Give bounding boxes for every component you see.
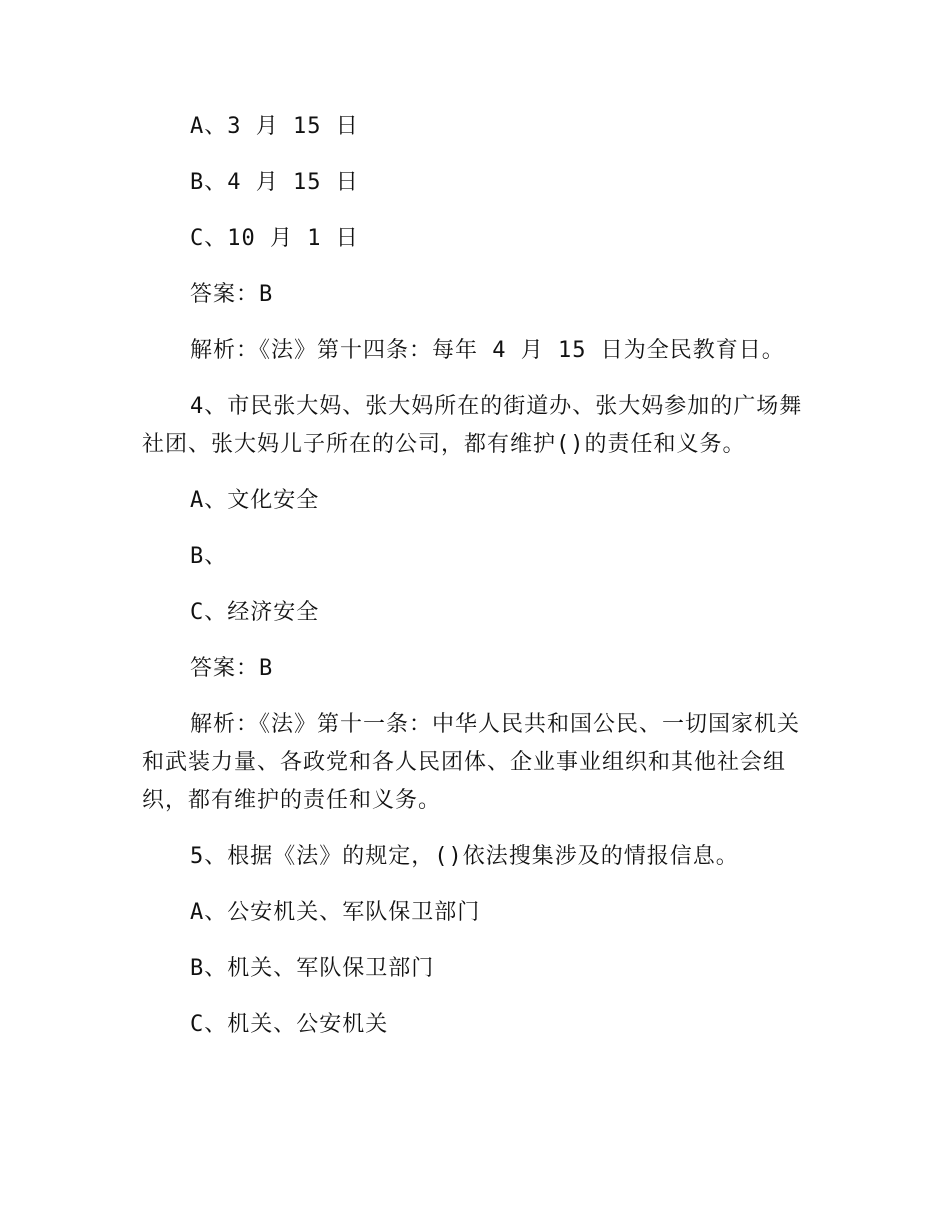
option-c-q3: C、10 月 1 日 xyxy=(190,226,359,251)
option-a-q4: A、文化安全 xyxy=(190,488,320,513)
document-body xyxy=(142,108,814,1062)
answer-q4: 答案：B xyxy=(190,656,274,681)
answer-q3: 答案：B xyxy=(190,282,274,307)
question-5: 5、根据《法》的规定，()依法搜集涉及的情报信息。 xyxy=(190,844,739,869)
option-c-q5: C、机关、公安机关 xyxy=(190,1012,389,1037)
option-b-q4: B、 xyxy=(190,544,228,569)
explanation-q4: 解析：《法》第十一条：中华人民共和国公民、一切国家机关和武装力量、各政党和各人民团体、企业事业组织和其他社会组织，都有维护的责任和义务。 xyxy=(142,712,801,813)
option-a-q5: A、公安机关、军队保卫部门 xyxy=(190,900,481,925)
question-4: 4、市民张大妈、张大妈所在的街道办、张大妈参加的广场舞社团、张大妈儿子所在的公司，都有维护()的责任和义务。 xyxy=(142,394,803,457)
option-b-q5: B、机关、军队保卫部门 xyxy=(190,956,435,981)
explanation-q3: 解析：《法》第十四条：每年 4 月 15 日为全民教育日。 xyxy=(190,338,785,363)
option-a-q3: A、3 月 15 日 xyxy=(190,114,359,139)
option-c-q4: C、经济安全 xyxy=(190,600,320,625)
option-b-q3: B、4 月 15 日 xyxy=(190,170,359,195)
